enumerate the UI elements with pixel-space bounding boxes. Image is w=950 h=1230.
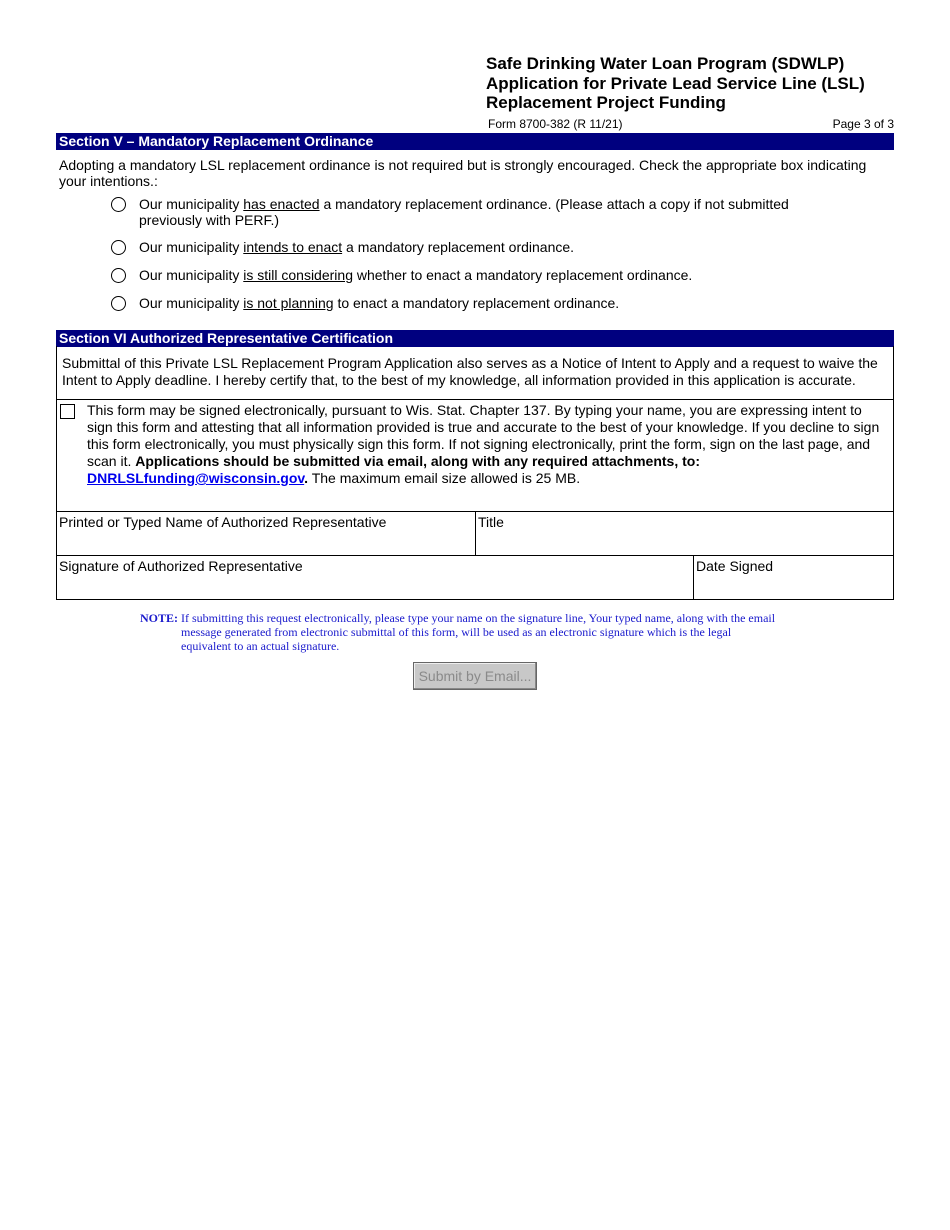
title-label: Title: [478, 514, 504, 530]
email-link[interactable]: DNRLSLfunding@wisconsin.gov: [87, 470, 305, 486]
esign-text: This form may be signed electronically, pursuant to Wis. Stat. Chapter 137. By typing your name, you are expressing intent to sign this form and attesting that all information provided is true and accurate to the best of your knowledge. If you decline to sign this form electronically, you must physically sign this form. If not signing electronically, print the form, sign on the last page, and scan it. Applications should be submitted via email, along with any required attachments, to: DNRLSLfunding@wisconsin.gov. The maximum email size allowed is 25 MB.: [87, 402, 880, 486]
form-header: [486, 54, 906, 113]
form-title-line-2: Application for Private Lead Service Line (LSL): [486, 73, 865, 93]
form-title-line-3: Replacement Project Funding: [486, 93, 726, 112]
submit-by-email-button[interactable]: Submit by Email...: [413, 662, 537, 690]
name-field[interactable]: [57, 511, 476, 555]
date-label: Date Signed: [696, 558, 774, 574]
date-field[interactable]: [694, 555, 893, 599]
section-5-intro: Adopting a mandatory LSL replacement ordinance is not required but is strongly encouraged. Check the appropriate box indicating your intentions.:: [59, 157, 867, 189]
signature-label: Signature of Authorized Representative: [59, 558, 303, 574]
signature-field[interactable]: [57, 555, 694, 599]
section-5-header: Section V – Mandatory Replacement Ordinance: [56, 133, 894, 150]
esign-box: [56, 399, 894, 512]
form-id-line: [488, 117, 896, 131]
radio-button[interactable]: [111, 240, 126, 255]
form-number: Form 8700-382 (R 11/21): [488, 117, 623, 131]
certification-box: [56, 346, 894, 400]
page-number: Page 3 of 3: [832, 117, 894, 131]
esign-checkbox[interactable]: [60, 404, 75, 419]
signature-date-row: [56, 555, 894, 600]
radio-button[interactable]: [111, 197, 126, 212]
section-6-header: Section VI Authorized Representative Certification: [56, 330, 894, 347]
radio-button[interactable]: [111, 268, 126, 283]
radio-button[interactable]: [111, 296, 126, 311]
form-title-line-1: Safe Drinking Water Loan Program (SDWLP): [486, 54, 845, 73]
title-field[interactable]: [476, 511, 893, 555]
certification-text: Submittal of this Private LSL Replacement Program Application also serves as a Notice of Intent to Apply and a request to waive the Intent to Apply deadline. I hereby certify that, to the best of my knowledge, all information provided in this application is accurate.: [62, 355, 878, 388]
note-label: NOTE:: [140, 611, 179, 625]
name-label: Printed or Typed Name of Authorized Representative: [59, 514, 387, 530]
note-text: If submitting this request electronically, please type your name on the signature line, Your typed name, along with the email message generated from electronic submittal of this form, will be used as an electronic signature which is the legal equivalent to an actual signature.: [181, 611, 776, 653]
name-title-row: [56, 511, 894, 556]
